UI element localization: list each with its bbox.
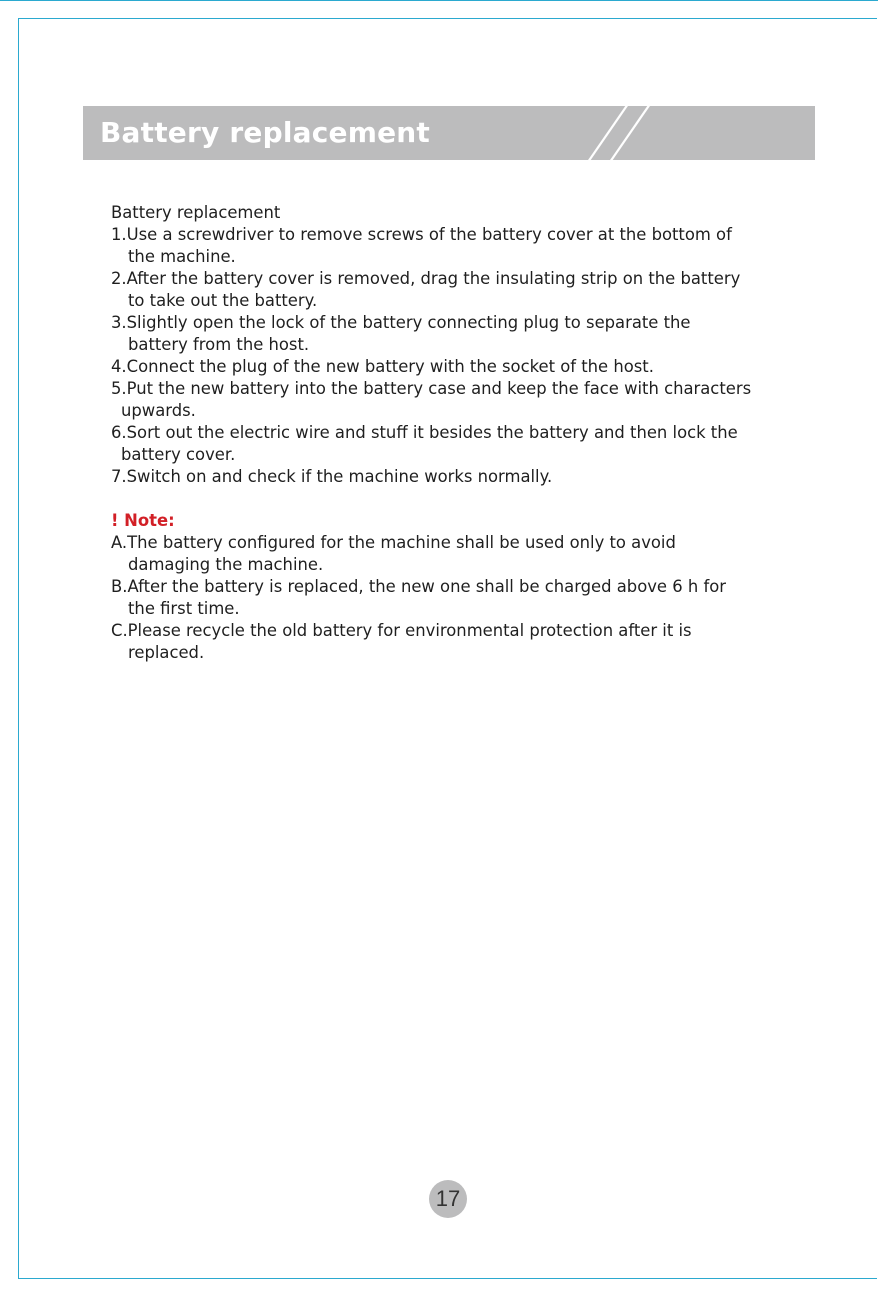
section-header-bar xyxy=(83,106,815,160)
step-1-continuation: the machine. xyxy=(128,247,236,266)
top-border xyxy=(0,0,878,1)
step-6-continuation: battery cover. xyxy=(121,445,236,464)
step-7-line: 7.Switch on and check if the machine works normally. xyxy=(111,467,553,486)
step-2-continuation: to take out the battery. xyxy=(128,291,318,310)
spacer xyxy=(111,488,811,510)
double-slash-decoration xyxy=(83,106,815,160)
note-c-line: C.Please recycle the old battery for environmental protection after it is xyxy=(111,621,692,640)
step-5-line: 5.Put the new battery into the battery case and keep the face with characters xyxy=(111,379,752,398)
step-6-line: 6.Sort out the electric wire and stuff it besides the battery and then lock the xyxy=(111,423,738,442)
note-heading: ! Note: xyxy=(111,511,175,530)
note-a-line: A.The battery configured for the machine shall be used only to avoid xyxy=(111,533,676,552)
step-5-continuation: upwards. xyxy=(121,401,196,420)
step-2-line: 2.After the battery cover is removed, drag the insulating strip on the battery xyxy=(111,269,741,288)
step-3-continuation: battery from the host. xyxy=(128,335,310,354)
note-b-line: B.After the battery is replaced, the new one shall be charged above 6 h for xyxy=(111,577,726,596)
step-1-line: 1.Use a screwdriver to remove screws of the battery cover at the bottom of xyxy=(111,225,732,244)
step-4-line: 4.Connect the plug of the new battery with the socket of the host. xyxy=(111,357,654,376)
note-c-continuation: replaced. xyxy=(128,643,205,662)
page-number-badge: 17 xyxy=(429,1180,467,1218)
content-body xyxy=(111,202,811,664)
section-header-title: Battery replacement xyxy=(100,116,431,149)
step-3-line: 3.Slightly open the lock of the battery connecting plug to separate the xyxy=(111,313,691,332)
content-subtitle: Battery replacement xyxy=(111,203,281,222)
note-a-continuation: damaging the machine. xyxy=(128,555,324,574)
note-b-continuation: the first time. xyxy=(128,599,240,618)
